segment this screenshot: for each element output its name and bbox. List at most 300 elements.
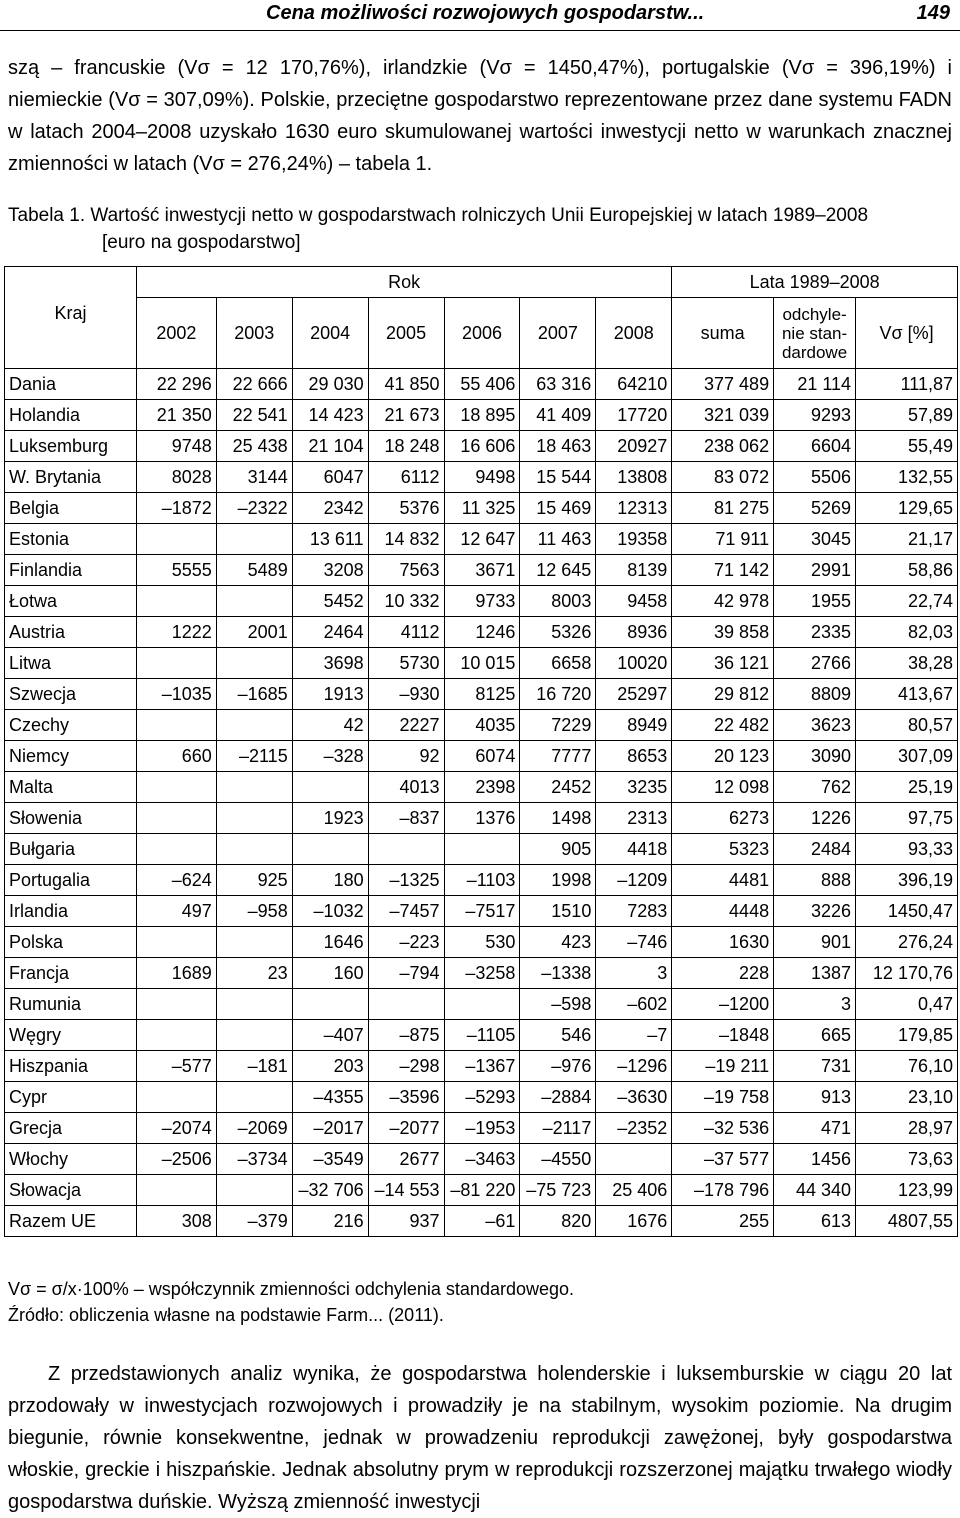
value-cell: 216 xyxy=(292,1206,368,1237)
table-row xyxy=(5,1206,958,1237)
value-cell: 29 812 xyxy=(672,679,774,710)
value-cell xyxy=(136,772,216,803)
table-row xyxy=(5,648,958,679)
value-cell xyxy=(292,989,368,1020)
table-row xyxy=(5,524,958,555)
value-cell: –1872 xyxy=(136,493,216,524)
country-cell: Niemcy xyxy=(5,741,137,772)
value-cell: 2398 xyxy=(444,772,520,803)
value-cell: 18 895 xyxy=(444,400,520,431)
value-cell: –14 553 xyxy=(368,1175,444,1206)
country-cell: Razem UE xyxy=(5,1206,137,1237)
country-cell: Cypr xyxy=(5,1082,137,1113)
value-cell: 1923 xyxy=(292,803,368,834)
value-cell: –2077 xyxy=(368,1113,444,1144)
value-cell xyxy=(368,834,444,865)
value-cell: 2227 xyxy=(368,710,444,741)
value-cell: –3463 xyxy=(444,1144,520,1175)
value-cell: –1685 xyxy=(216,679,292,710)
value-cell: –1200 xyxy=(672,989,774,1020)
value-cell: 5323 xyxy=(672,834,774,865)
value-cell: –2074 xyxy=(136,1113,216,1144)
value-cell: 7563 xyxy=(368,555,444,586)
page-number: 149 xyxy=(916,2,950,24)
header-year: 2003 xyxy=(216,298,292,369)
value-cell: 5730 xyxy=(368,648,444,679)
intro-paragraph: szą – francuskie (Vσ = 12 170,76%), irlandzkie (Vσ = 1450,47%), portugalskie (Vσ = 396,19%) i niemieckie (Vσ = 307,09%). Polskie, przeciętne gospodarstwo reprezentowane przez dane systemu FADN w latach 2004–2008 uzyskało 1630 euro skumulowanej wartości inwestycji netto w warunkach znacznej zmienności w latach (Vσ = 276,24%) – tabela 1. xyxy=(8,57,952,175)
country-cell: Austria xyxy=(5,617,137,648)
value-cell: 2452 xyxy=(520,772,596,803)
closing-paragraph: Z przedstawionych analiz wynika, że gospodarstwa holenderskie i luksemburskie w ciągu 20 lat przodowały w inwestycjach rozwojowych i prowadziły je na stabilnym, wysokim poziomie. Na drugim biegunie, równie konsekwentne, jednak w prowadzeniu reprodukcji zawężonej, były gospodarstwa włoskie, greckie i hiszpańskie. Jednak absolutny prym w reprodukcji rozszerzonej majątku trwałego wiodły gospodarstwa duńskie. Wyższą zmienność inwestycji xyxy=(8,1363,952,1513)
value-cell: 16 720 xyxy=(520,679,596,710)
investment-table xyxy=(4,266,958,1237)
table-row xyxy=(5,431,958,462)
country-cell: Portugalia xyxy=(5,865,137,896)
country-cell: Bułgaria xyxy=(5,834,137,865)
value-cell: 11 325 xyxy=(444,493,520,524)
value-cell: 3226 xyxy=(774,896,856,927)
value-cell: –1103 xyxy=(444,865,520,896)
value-cell: –577 xyxy=(136,1051,216,1082)
value-cell: –930 xyxy=(368,679,444,710)
value-cell: 1222 xyxy=(136,617,216,648)
value-cell: 3623 xyxy=(774,710,856,741)
value-cell: 1456 xyxy=(774,1144,856,1175)
value-cell: 25297 xyxy=(596,679,672,710)
value-cell: 58,86 xyxy=(856,555,958,586)
table-row xyxy=(5,1113,958,1144)
value-cell: 4481 xyxy=(672,865,774,896)
value-cell: 546 xyxy=(520,1020,596,1051)
value-cell: 2001 xyxy=(216,617,292,648)
value-cell: 12 645 xyxy=(520,555,596,586)
value-cell: 2313 xyxy=(596,803,672,834)
table-row xyxy=(5,1020,958,1051)
value-cell: 1376 xyxy=(444,803,520,834)
value-cell: 73,63 xyxy=(856,1144,958,1175)
value-cell: 42 978 xyxy=(672,586,774,617)
table-row xyxy=(5,617,958,648)
table-row xyxy=(5,555,958,586)
value-cell: –2322 xyxy=(216,493,292,524)
value-cell: –178 796 xyxy=(672,1175,774,1206)
header-year: 2004 xyxy=(292,298,368,369)
value-cell: 0,47 xyxy=(856,989,958,1020)
value-cell: 1646 xyxy=(292,927,368,958)
value-cell: –1953 xyxy=(444,1113,520,1144)
value-cell: 5326 xyxy=(520,617,596,648)
value-cell: –328 xyxy=(292,741,368,772)
table-row xyxy=(5,865,958,896)
value-cell: 57,89 xyxy=(856,400,958,431)
value-cell: 1498 xyxy=(520,803,596,834)
value-cell: 238 062 xyxy=(672,431,774,462)
country-cell: Włochy xyxy=(5,1144,137,1175)
value-cell: 2464 xyxy=(292,617,368,648)
value-cell: 925 xyxy=(216,865,292,896)
value-cell: 6658 xyxy=(520,648,596,679)
value-cell xyxy=(444,834,520,865)
value-cell: 1676 xyxy=(596,1206,672,1237)
value-cell: 255 xyxy=(672,1206,774,1237)
value-cell: 901 xyxy=(774,927,856,958)
value-cell: 14 832 xyxy=(368,524,444,555)
value-cell: 111,87 xyxy=(856,369,958,400)
value-cell: –1848 xyxy=(672,1020,774,1051)
table-row xyxy=(5,989,958,1020)
value-cell: –837 xyxy=(368,803,444,834)
value-cell xyxy=(136,834,216,865)
value-cell: 22 541 xyxy=(216,400,292,431)
table-row xyxy=(5,493,958,524)
value-cell xyxy=(136,648,216,679)
value-cell: 660 xyxy=(136,741,216,772)
value-cell: 11 463 xyxy=(520,524,596,555)
value-cell: 5506 xyxy=(774,462,856,493)
country-cell: Węgry xyxy=(5,1020,137,1051)
table-row xyxy=(5,400,958,431)
value-cell: –32 706 xyxy=(292,1175,368,1206)
value-cell xyxy=(216,1175,292,1206)
value-cell: –875 xyxy=(368,1020,444,1051)
value-cell: 8949 xyxy=(596,710,672,741)
value-cell: 9498 xyxy=(444,462,520,493)
value-cell xyxy=(368,989,444,1020)
value-cell: 29 030 xyxy=(292,369,368,400)
country-cell: Słowacja xyxy=(5,1175,137,1206)
value-cell: –598 xyxy=(520,989,596,1020)
value-cell: –7517 xyxy=(444,896,520,927)
value-cell: 2766 xyxy=(774,648,856,679)
value-cell: 8936 xyxy=(596,617,672,648)
value-cell: –37 577 xyxy=(672,1144,774,1175)
country-cell: Szwecja xyxy=(5,679,137,710)
value-cell: 3090 xyxy=(774,741,856,772)
value-cell: 731 xyxy=(774,1051,856,1082)
value-cell: 93,33 xyxy=(856,834,958,865)
value-cell: 10020 xyxy=(596,648,672,679)
value-cell: 1510 xyxy=(520,896,596,927)
value-cell: 83 072 xyxy=(672,462,774,493)
value-cell: 129,65 xyxy=(856,493,958,524)
value-cell: –1325 xyxy=(368,865,444,896)
value-cell: 18 248 xyxy=(368,431,444,462)
value-cell: –794 xyxy=(368,958,444,989)
value-cell: –602 xyxy=(596,989,672,1020)
value-cell: 180 xyxy=(292,865,368,896)
value-cell: –5293 xyxy=(444,1082,520,1113)
value-cell: 4112 xyxy=(368,617,444,648)
country-cell: Holandia xyxy=(5,400,137,431)
value-cell: –2506 xyxy=(136,1144,216,1175)
value-cell: –1296 xyxy=(596,1051,672,1082)
country-cell: Polska xyxy=(5,927,137,958)
value-cell: 28,97 xyxy=(856,1113,958,1144)
value-cell: –298 xyxy=(368,1051,444,1082)
value-cell xyxy=(216,648,292,679)
value-cell: –976 xyxy=(520,1051,596,1082)
value-cell: 413,67 xyxy=(856,679,958,710)
value-cell: 18 463 xyxy=(520,431,596,462)
value-cell: –4355 xyxy=(292,1082,368,1113)
value-cell: 8809 xyxy=(774,679,856,710)
value-cell: –2069 xyxy=(216,1113,292,1144)
value-cell: 9733 xyxy=(444,586,520,617)
value-cell: 92 xyxy=(368,741,444,772)
value-cell: 5555 xyxy=(136,555,216,586)
table-row xyxy=(5,369,958,400)
value-cell: 13808 xyxy=(596,462,672,493)
country-cell: Grecja xyxy=(5,1113,137,1144)
value-cell: 471 xyxy=(774,1113,856,1144)
header-vsigma: Vσ [%] xyxy=(856,298,958,369)
value-cell: 1630 xyxy=(672,927,774,958)
value-cell: 423 xyxy=(520,927,596,958)
value-cell: –1105 xyxy=(444,1020,520,1051)
value-cell xyxy=(216,1082,292,1113)
table-row xyxy=(5,927,958,958)
value-cell: 22,74 xyxy=(856,586,958,617)
value-cell: 7777 xyxy=(520,741,596,772)
value-cell xyxy=(136,524,216,555)
running-title: Cena możliwości rozwojowych gospodarstw... xyxy=(266,2,705,24)
value-cell: 665 xyxy=(774,1020,856,1051)
value-cell: 55 406 xyxy=(444,369,520,400)
value-cell: 41 850 xyxy=(368,369,444,400)
country-cell: Malta xyxy=(5,772,137,803)
table-row xyxy=(5,772,958,803)
table-row xyxy=(5,803,958,834)
country-cell: Rumunia xyxy=(5,989,137,1020)
table-row xyxy=(5,679,958,710)
value-cell: 308 xyxy=(136,1206,216,1237)
value-cell: 12 647 xyxy=(444,524,520,555)
value-cell: 2677 xyxy=(368,1144,444,1175)
value-cell: 2335 xyxy=(774,617,856,648)
value-cell xyxy=(216,772,292,803)
country-cell: Estonia xyxy=(5,524,137,555)
value-cell: 8028 xyxy=(136,462,216,493)
value-cell: 2484 xyxy=(774,834,856,865)
value-cell: 8139 xyxy=(596,555,672,586)
value-cell: 7283 xyxy=(596,896,672,927)
country-cell: W. Brytania xyxy=(5,462,137,493)
value-cell: 3045 xyxy=(774,524,856,555)
value-cell: 25,19 xyxy=(856,772,958,803)
table-row xyxy=(5,1051,958,1082)
value-cell: 20 123 xyxy=(672,741,774,772)
value-cell: 42 xyxy=(292,710,368,741)
value-cell xyxy=(216,586,292,617)
value-cell: 21 114 xyxy=(774,369,856,400)
value-cell: 21,17 xyxy=(856,524,958,555)
caption-line-2: [euro na gospodarstwo] xyxy=(102,232,301,253)
value-cell: 25 406 xyxy=(596,1175,672,1206)
value-cell: 276,24 xyxy=(856,927,958,958)
value-cell: 3144 xyxy=(216,462,292,493)
value-cell: 179,85 xyxy=(856,1020,958,1051)
value-cell xyxy=(444,989,520,1020)
value-cell: 82,03 xyxy=(856,617,958,648)
note-vsigma: Vσ = σ/x·100% – współczynnik zmienności odchylenia standardowego. xyxy=(8,1279,575,1299)
value-cell: 123,99 xyxy=(856,1175,958,1206)
header-year: 2008 xyxy=(596,298,672,369)
value-cell: 22 296 xyxy=(136,369,216,400)
value-cell: 19358 xyxy=(596,524,672,555)
value-cell: 8125 xyxy=(444,679,520,710)
header-year: 2005 xyxy=(368,298,444,369)
value-cell xyxy=(292,772,368,803)
table-row xyxy=(5,1082,958,1113)
value-cell xyxy=(596,1144,672,1175)
value-cell xyxy=(136,1020,216,1051)
header-row xyxy=(5,298,958,369)
value-cell: 13 611 xyxy=(292,524,368,555)
value-cell: –7 xyxy=(596,1020,672,1051)
value-cell: –81 220 xyxy=(444,1175,520,1206)
table-row xyxy=(5,834,958,865)
value-cell: –958 xyxy=(216,896,292,927)
value-cell: 44 340 xyxy=(774,1175,856,1206)
value-cell: 36 121 xyxy=(672,648,774,679)
value-cell: 937 xyxy=(368,1206,444,1237)
value-cell: 5489 xyxy=(216,555,292,586)
value-cell: –1209 xyxy=(596,865,672,896)
value-cell xyxy=(136,1082,216,1113)
running-header xyxy=(0,0,960,31)
value-cell: 497 xyxy=(136,896,216,927)
value-cell xyxy=(292,834,368,865)
value-cell: 63 316 xyxy=(520,369,596,400)
value-cell: 7229 xyxy=(520,710,596,741)
value-cell: 6604 xyxy=(774,431,856,462)
value-cell: 17720 xyxy=(596,400,672,431)
value-cell: 2342 xyxy=(292,493,368,524)
value-cell: 12 098 xyxy=(672,772,774,803)
value-cell: 1450,47 xyxy=(856,896,958,927)
value-cell: 820 xyxy=(520,1206,596,1237)
value-cell: 6074 xyxy=(444,741,520,772)
value-cell: 64210 xyxy=(596,369,672,400)
country-cell: Belgia xyxy=(5,493,137,524)
value-cell: 3208 xyxy=(292,555,368,586)
value-cell: 203 xyxy=(292,1051,368,1082)
value-cell: 71 911 xyxy=(672,524,774,555)
value-cell xyxy=(216,1020,292,1051)
country-cell: Litwa xyxy=(5,648,137,679)
value-cell: 21 104 xyxy=(292,431,368,462)
header-lata: Lata 1989–2008 xyxy=(672,267,958,298)
value-cell: 888 xyxy=(774,865,856,896)
value-cell: 16 606 xyxy=(444,431,520,462)
value-cell xyxy=(216,803,292,834)
value-cell: 4035 xyxy=(444,710,520,741)
value-cell: –1367 xyxy=(444,1051,520,1082)
value-cell: 71 142 xyxy=(672,555,774,586)
country-cell: Luksemburg xyxy=(5,431,137,462)
value-cell: 4448 xyxy=(672,896,774,927)
value-cell: –3630 xyxy=(596,1082,672,1113)
value-cell xyxy=(136,803,216,834)
value-cell xyxy=(136,989,216,1020)
value-cell: –2115 xyxy=(216,741,292,772)
value-cell xyxy=(136,927,216,958)
value-cell: 913 xyxy=(774,1082,856,1113)
table-row xyxy=(5,1175,958,1206)
value-cell: 55,49 xyxy=(856,431,958,462)
value-cell: 81 275 xyxy=(672,493,774,524)
value-cell: 76,10 xyxy=(856,1051,958,1082)
value-cell: 39 858 xyxy=(672,617,774,648)
value-cell: 10 015 xyxy=(444,648,520,679)
table-row xyxy=(5,741,958,772)
value-cell: –75 723 xyxy=(520,1175,596,1206)
value-cell: 23,10 xyxy=(856,1082,958,1113)
header-year: 2006 xyxy=(444,298,520,369)
value-cell: –2884 xyxy=(520,1082,596,1113)
value-cell: –2117 xyxy=(520,1113,596,1144)
value-cell: 6112 xyxy=(368,462,444,493)
value-cell: 6047 xyxy=(292,462,368,493)
value-cell: 97,75 xyxy=(856,803,958,834)
value-cell: –181 xyxy=(216,1051,292,1082)
value-cell: 3235 xyxy=(596,772,672,803)
value-cell: 321 039 xyxy=(672,400,774,431)
value-cell: –61 xyxy=(444,1206,520,1237)
value-cell: 15 544 xyxy=(520,462,596,493)
value-cell: –379 xyxy=(216,1206,292,1237)
value-cell: –407 xyxy=(292,1020,368,1051)
value-cell: 613 xyxy=(774,1206,856,1237)
value-cell: –223 xyxy=(368,927,444,958)
value-cell: –19 758 xyxy=(672,1082,774,1113)
table-caption xyxy=(8,202,952,256)
value-cell: 3 xyxy=(774,989,856,1020)
caption-line-1: Tabela 1. Wartość inwestycji netto w gospodarstwach rolniczych Unii Europejskiej w latach 1989–2008 xyxy=(8,205,869,226)
value-cell: 1998 xyxy=(520,865,596,896)
value-cell: –3734 xyxy=(216,1144,292,1175)
table-row xyxy=(5,896,958,927)
value-cell: 4418 xyxy=(596,834,672,865)
table-row xyxy=(5,462,958,493)
country-cell: Czechy xyxy=(5,710,137,741)
country-cell: Irlandia xyxy=(5,896,137,927)
value-cell: 12313 xyxy=(596,493,672,524)
country-cell: Francja xyxy=(5,958,137,989)
country-cell: Słowenia xyxy=(5,803,137,834)
value-cell: 762 xyxy=(774,772,856,803)
value-cell: 22 482 xyxy=(672,710,774,741)
value-cell: 228 xyxy=(672,958,774,989)
value-cell: 14 423 xyxy=(292,400,368,431)
value-cell: 8003 xyxy=(520,586,596,617)
value-cell: –1338 xyxy=(520,958,596,989)
value-cell: 160 xyxy=(292,958,368,989)
value-cell: –1035 xyxy=(136,679,216,710)
country-cell: Finlandia xyxy=(5,555,137,586)
table-row xyxy=(5,710,958,741)
value-cell xyxy=(216,834,292,865)
header-row xyxy=(5,267,958,298)
value-cell xyxy=(216,989,292,1020)
value-cell: 23 xyxy=(216,958,292,989)
table-row xyxy=(5,586,958,617)
value-cell: 1689 xyxy=(136,958,216,989)
header-kraj: Kraj xyxy=(5,267,137,369)
value-cell: 307,09 xyxy=(856,741,958,772)
header-year: 2007 xyxy=(520,298,596,369)
value-cell: 25 438 xyxy=(216,431,292,462)
